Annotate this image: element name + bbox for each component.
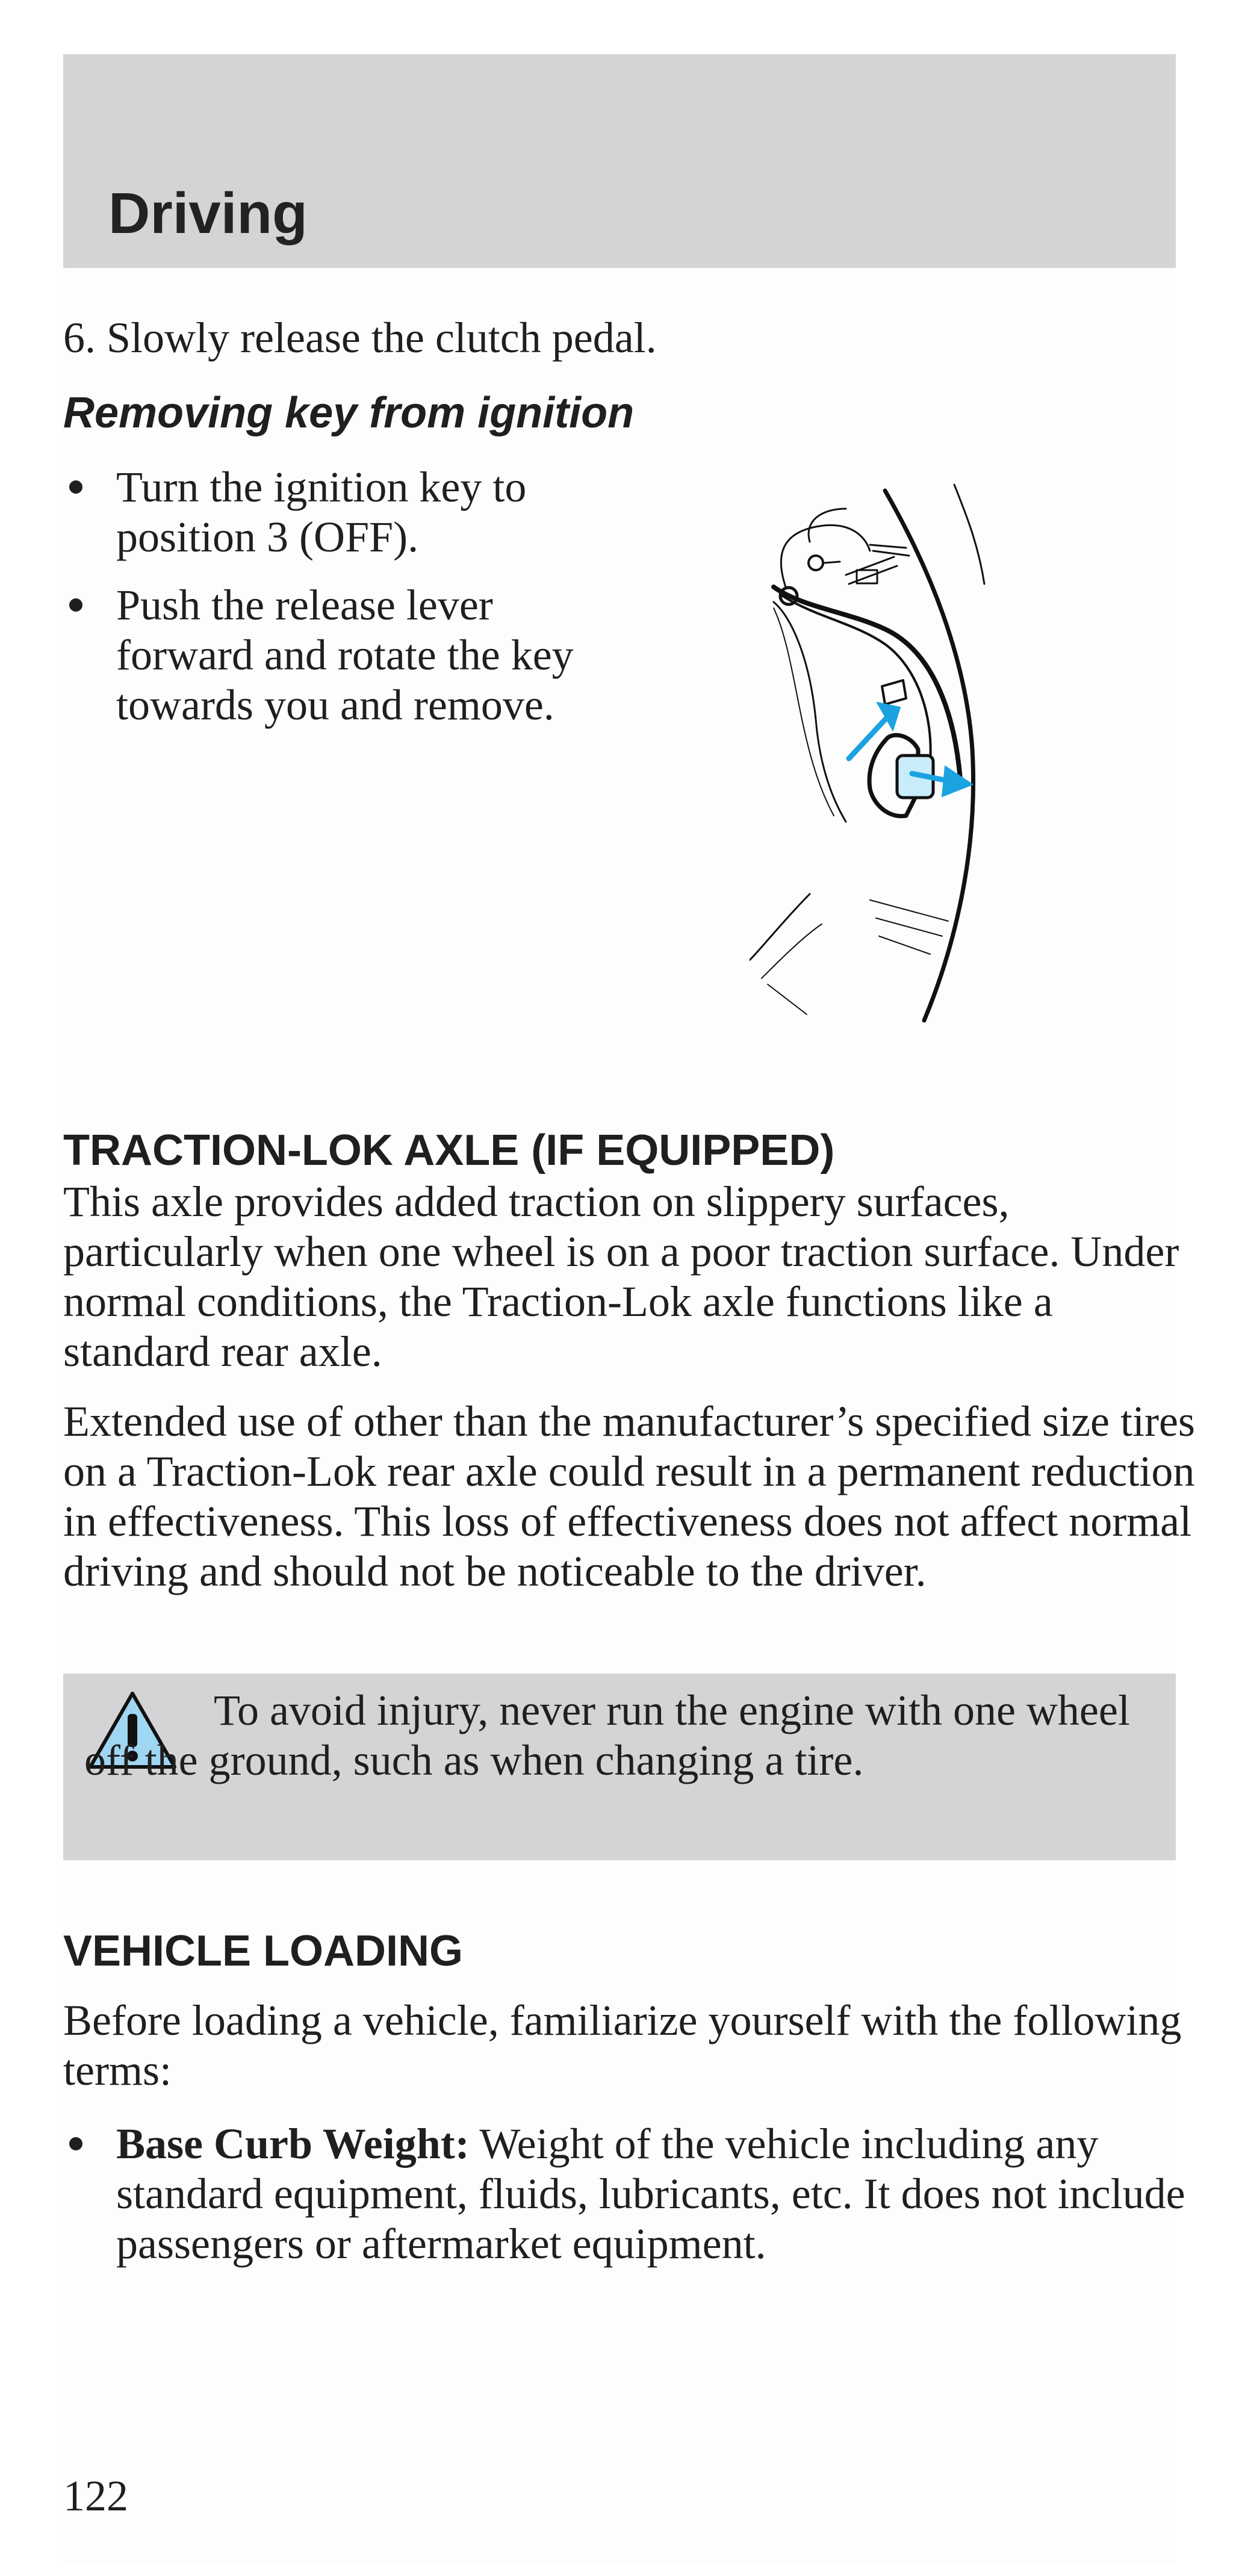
bullet-dot-icon [69,480,82,494]
bullet-dot-icon [69,2137,82,2150]
list-item [63,2119,1195,2269]
step-6-text: 6. Slowly release the clutch pedal. [63,314,657,362]
traction-paragraph-2: Extended use of other than the manufacturer’s specified size tires on a Traction-Lok rear axle could result in a permanent reduction in effectiveness. This loss of effectiveness does not affect normal driving and should not be noticeable to the driver. [63,1397,1195,1595]
vehicle-loading-heading: VEHICLE LOADING [63,1927,464,1975]
traction-lok-heading: TRACTION-LOK AXLE (IF EQUIPPED) [63,1126,835,1175]
bullet-text: Turn the ignition key to position 3 (OFF). [116,463,527,561]
ignition-illustration [750,479,1045,1026]
section-title: Driving [108,181,308,246]
term-text: Weight of the vehicle including any standard equipment, fluids, lubricants, etc. It does not include passengers or aftermarket equipment. [116,2120,1185,2268]
bullet-text: Push the release lever forward and rotate the key towards you and remove. [116,581,574,729]
list-item [63,462,605,562]
page-number: 122 [63,2472,128,2520]
ignition-bullet-list [63,462,605,748]
bullet-dot-icon [69,598,82,612]
traction-paragraph-1: This axle provides added traction on slippery surfaces, particularly when one wheel is on a poor traction surface. Under normal conditions, the Traction-Lok axle functions like a standard rear axle. [63,1178,1179,1376]
warning-text: To avoid injury, never run the engine with one wheel off the ground, such as when changing a tire. [84,1686,1130,1784]
term-label: Base Curb Weight: [116,2120,470,2168]
removing-key-heading: Removing key from ignition [63,389,635,437]
vehicle-loading-intro: Before loading a vehicle, familiarize yourself with the following terms: [63,1996,1182,2094]
list-item [63,580,605,730]
base-curb-weight-definition [63,2119,1195,2269]
